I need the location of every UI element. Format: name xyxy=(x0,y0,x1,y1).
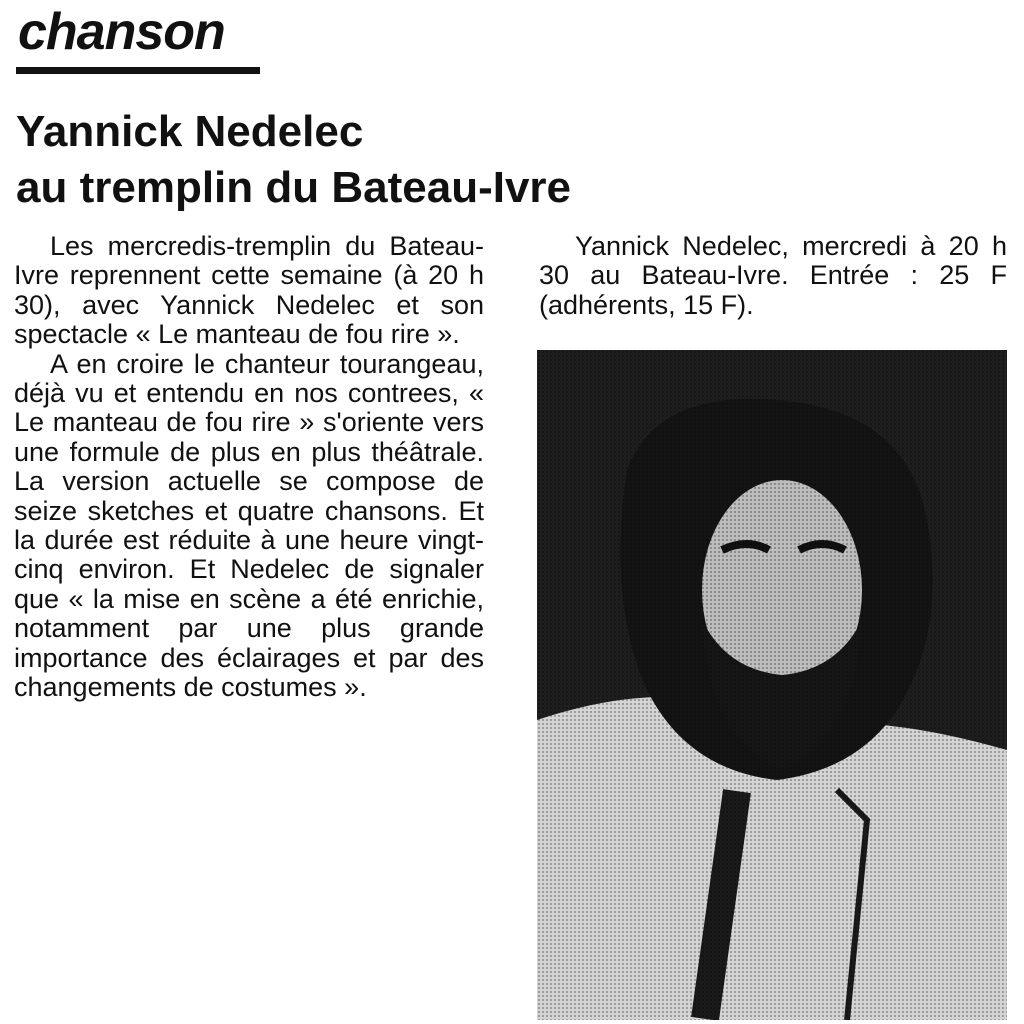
portrait-illustration xyxy=(537,350,1007,1020)
article-left-column xyxy=(14,232,484,703)
portrait-photo xyxy=(537,350,1007,1020)
article-paragraph-1: Les mercredis-tremplin du Bateau-Ivre reprennent cette semaine (à 20 h 30), avec Yannick Nedelec et son spectacle « Le manteau de fou rire ». xyxy=(14,231,484,350)
headline-line-1: Yannick Nedelec xyxy=(16,107,364,156)
halftone-overlay xyxy=(537,350,1007,1020)
headline-line-2: au tremplin du Bateau-Ivre xyxy=(16,163,572,212)
section-label: chanson xyxy=(18,3,225,61)
section-rule xyxy=(16,67,260,74)
practical-info: Yannick Nedelec, mercredi à 20 h 30 au Bateau-Ivre. Entrée : 25 F (adhérents, 15 F). xyxy=(539,231,1007,320)
article-right-column xyxy=(539,232,1007,320)
article-paragraph-2: A en croire le chanteur tourangeau, déjà vu et entendu en nos contrees, « Le manteau de fou rire » s'oriente vers une formule de plus en plus théâtrale. La version actuelle se compose de seize sketches et quatre chansons. Et la durée est réduite à une heure vingt-cinq environ. Et Nedelec de signaler que « la mise en scène a été enrichie, notamment par une plus grande importance des éclairages et par des changements de costumes ». xyxy=(14,348,484,703)
headline xyxy=(16,104,716,216)
